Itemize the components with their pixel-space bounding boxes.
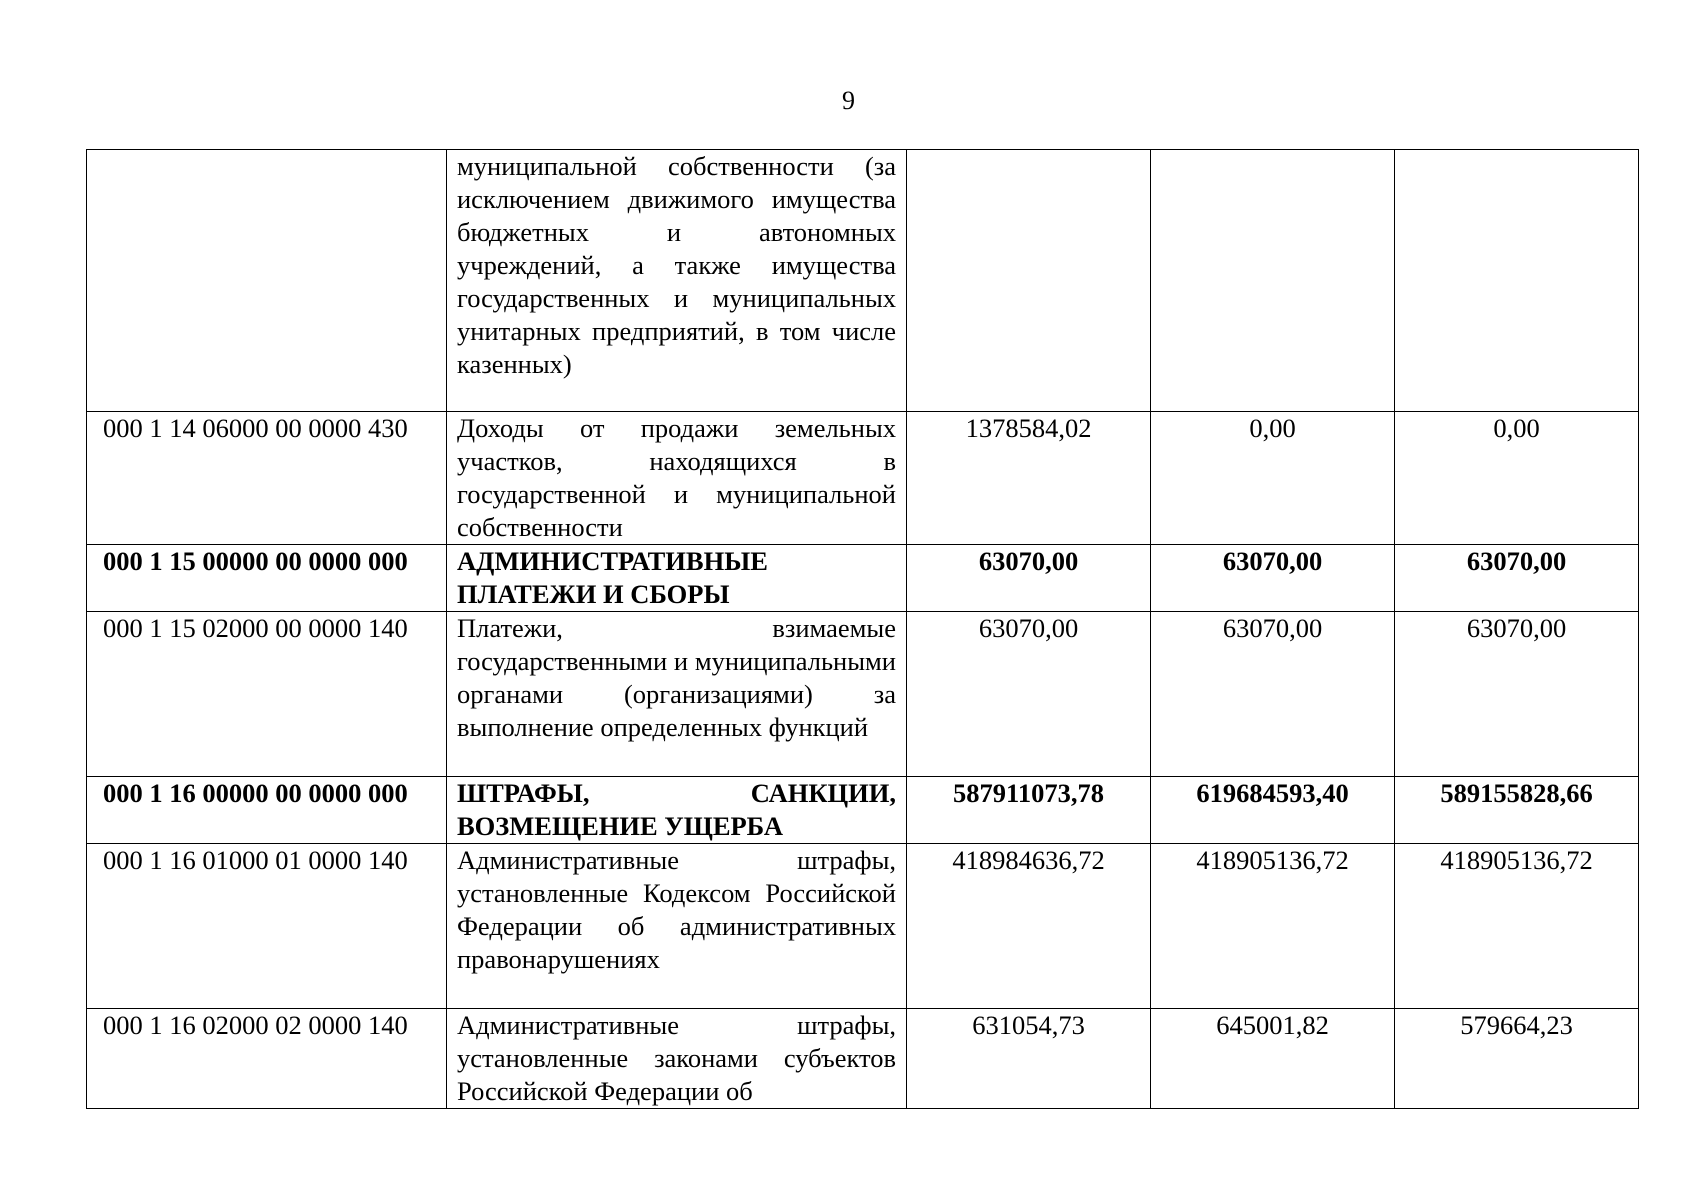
revenue-name-cell: Административные штрафы, установленные законами субъектов Российской Федерации об xyxy=(447,1009,907,1109)
budget-code-cell: 000 1 16 01000 01 0000 140 xyxy=(87,844,447,1009)
page-number: 9 xyxy=(842,86,855,115)
amount-year1-cell: 1378584,02 xyxy=(907,412,1151,545)
amount-year1-cell: 418984636,72 xyxy=(907,844,1151,1009)
amount-year3-cell: 63070,00 xyxy=(1395,612,1639,777)
table-row xyxy=(87,844,1639,1009)
table-row xyxy=(87,150,1639,412)
budget-revenue-table xyxy=(86,149,1639,1109)
budget-code-cell: 000 1 16 00000 00 0000 000 xyxy=(87,777,447,844)
amount-year1-cell: 63070,00 xyxy=(907,612,1151,777)
budget-code-cell: 000 1 15 00000 00 0000 000 xyxy=(87,545,447,612)
amount-year1-cell: 631054,73 xyxy=(907,1009,1151,1109)
table-row xyxy=(87,412,1639,545)
table-row xyxy=(87,1009,1639,1109)
amount-year3-cell: 0,00 xyxy=(1395,412,1639,545)
amount-year1-cell: 587911073,78 xyxy=(907,777,1151,844)
amount-year3-cell xyxy=(1395,150,1639,412)
revenue-name-cell: муниципальной собственности (за исключением движимого имущества бюджетных и автономных учреждений, а также имущества государственных и муниципальных унитарных предприятий, в том числе казенных) xyxy=(447,150,907,412)
revenue-name-cell: Платежи, взимаемые государственными и муниципальными органами (организациями) за выполнение определенных функций xyxy=(447,612,907,777)
amount-year3-cell: 589155828,66 xyxy=(1395,777,1639,844)
amount-year2-cell: 63070,00 xyxy=(1151,612,1395,777)
revenue-name-cell: ШТРАФЫ, САНКЦИИ, ВОЗМЕЩЕНИЕ УЩЕРБА xyxy=(447,777,907,844)
budget-code-cell: 000 1 16 02000 02 0000 140 xyxy=(87,1009,447,1109)
amount-year1-cell: 63070,00 xyxy=(907,545,1151,612)
table-row xyxy=(87,545,1639,612)
amount-year3-cell: 579664,23 xyxy=(1395,1009,1639,1109)
budget-code-cell xyxy=(87,150,447,412)
table-row xyxy=(87,612,1639,777)
revenue-name-cell: Административные штрафы, установленные Кодексом Российской Федерации об административных правонарушениях xyxy=(447,844,907,1009)
budget-code-cell: 000 1 14 06000 00 0000 430 xyxy=(87,412,447,545)
amount-year1-cell xyxy=(907,150,1151,412)
amount-year2-cell: 0,00 xyxy=(1151,412,1395,545)
revenue-name-cell: Доходы от продажи земельных участков, находящихся в государственной и муниципальной собственности xyxy=(447,412,907,545)
amount-year3-cell: 418905136,72 xyxy=(1395,844,1639,1009)
table-row xyxy=(87,777,1639,844)
amount-year2-cell: 63070,00 xyxy=(1151,545,1395,612)
amount-year2-cell: 418905136,72 xyxy=(1151,844,1395,1009)
amount-year2-cell xyxy=(1151,150,1395,412)
budget-code-cell: 000 1 15 02000 00 0000 140 xyxy=(87,612,447,777)
revenue-name-cell: АДМИНИСТРАТИВНЫЕ ПЛАТЕЖИ И СБОРЫ xyxy=(447,545,907,612)
amount-year3-cell: 63070,00 xyxy=(1395,545,1639,612)
amount-year2-cell: 619684593,40 xyxy=(1151,777,1395,844)
amount-year2-cell: 645001,82 xyxy=(1151,1009,1395,1109)
